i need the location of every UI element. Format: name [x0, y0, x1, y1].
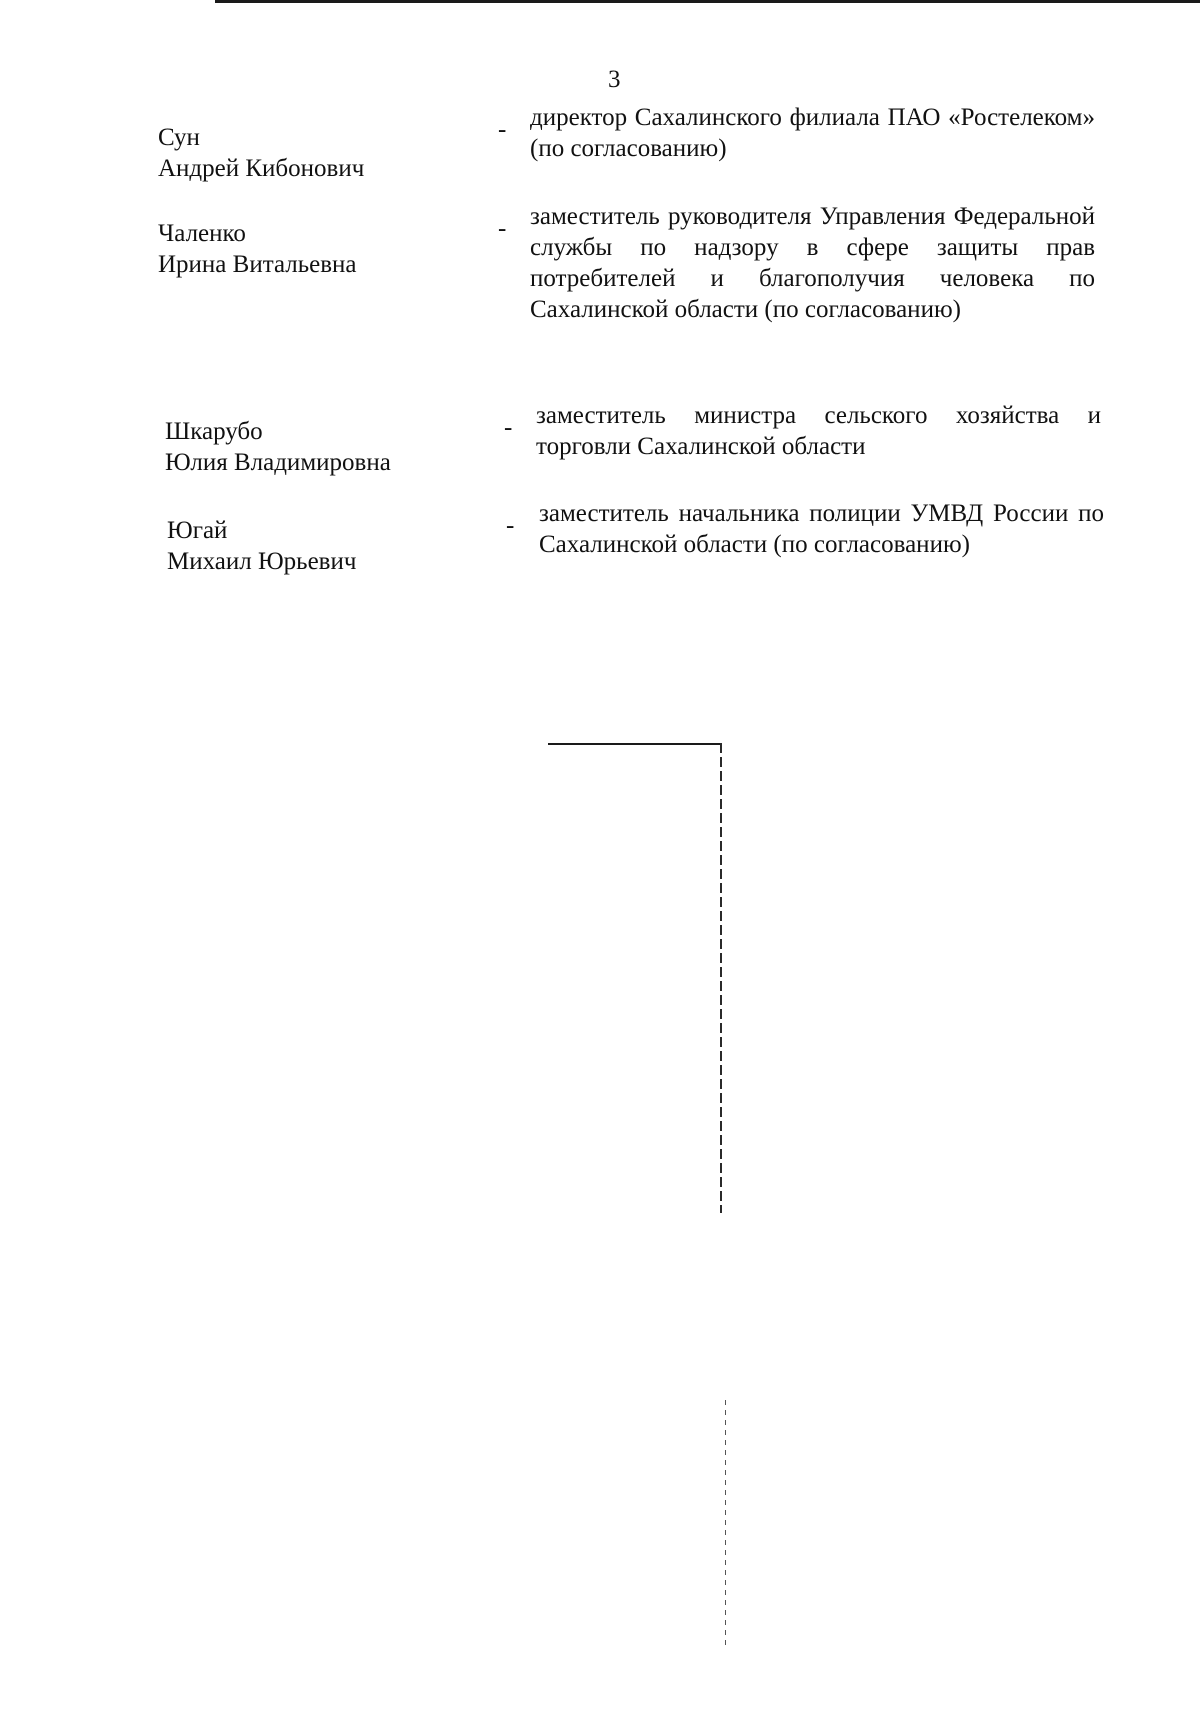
- member-surname: Шкарубо: [165, 418, 263, 445]
- member-role: заместитель руководителя Управления Федеральной службы по надзору в сфере защиты прав потребителей и благополучия человека по Сахалинской области (по согласованию): [530, 203, 1095, 323]
- member-role: заместитель министра сельского хозяйства и торговли Сахалинской области: [536, 402, 1101, 460]
- member-dash: -: [498, 215, 507, 242]
- end-of-list-mark: [548, 743, 721, 745]
- member-dash: -: [498, 116, 507, 143]
- member-name: [165, 416, 485, 478]
- member-role: директор Сахалинского филиала ПАО «Ростелеком» (по согласованию): [530, 104, 1095, 162]
- member-surname: Чаленко: [158, 220, 246, 247]
- scan-artifact-line: [725, 1400, 726, 1650]
- member-given-names: Ирина Витальевна: [158, 251, 357, 278]
- member-dash: -: [506, 512, 515, 539]
- member-name: [158, 122, 478, 184]
- page-number: 3: [608, 66, 621, 93]
- member-dash: -: [504, 414, 513, 441]
- end-of-list-vertical-rule: [720, 743, 722, 1213]
- member-given-names: Андрей Кибонович: [158, 155, 365, 182]
- member-name: [167, 515, 487, 577]
- member-name: [158, 218, 478, 280]
- member-surname: Сун: [158, 124, 200, 151]
- member-given-names: Юлия Владимировна: [165, 449, 391, 476]
- member-surname: Югай: [167, 517, 228, 544]
- member-given-names: Михаил Юрьевич: [167, 548, 357, 575]
- scan-top-edge: [215, 0, 1200, 3]
- member-role: заместитель начальника полиции УМВД России по Сахалинской области (по согласованию): [539, 500, 1104, 558]
